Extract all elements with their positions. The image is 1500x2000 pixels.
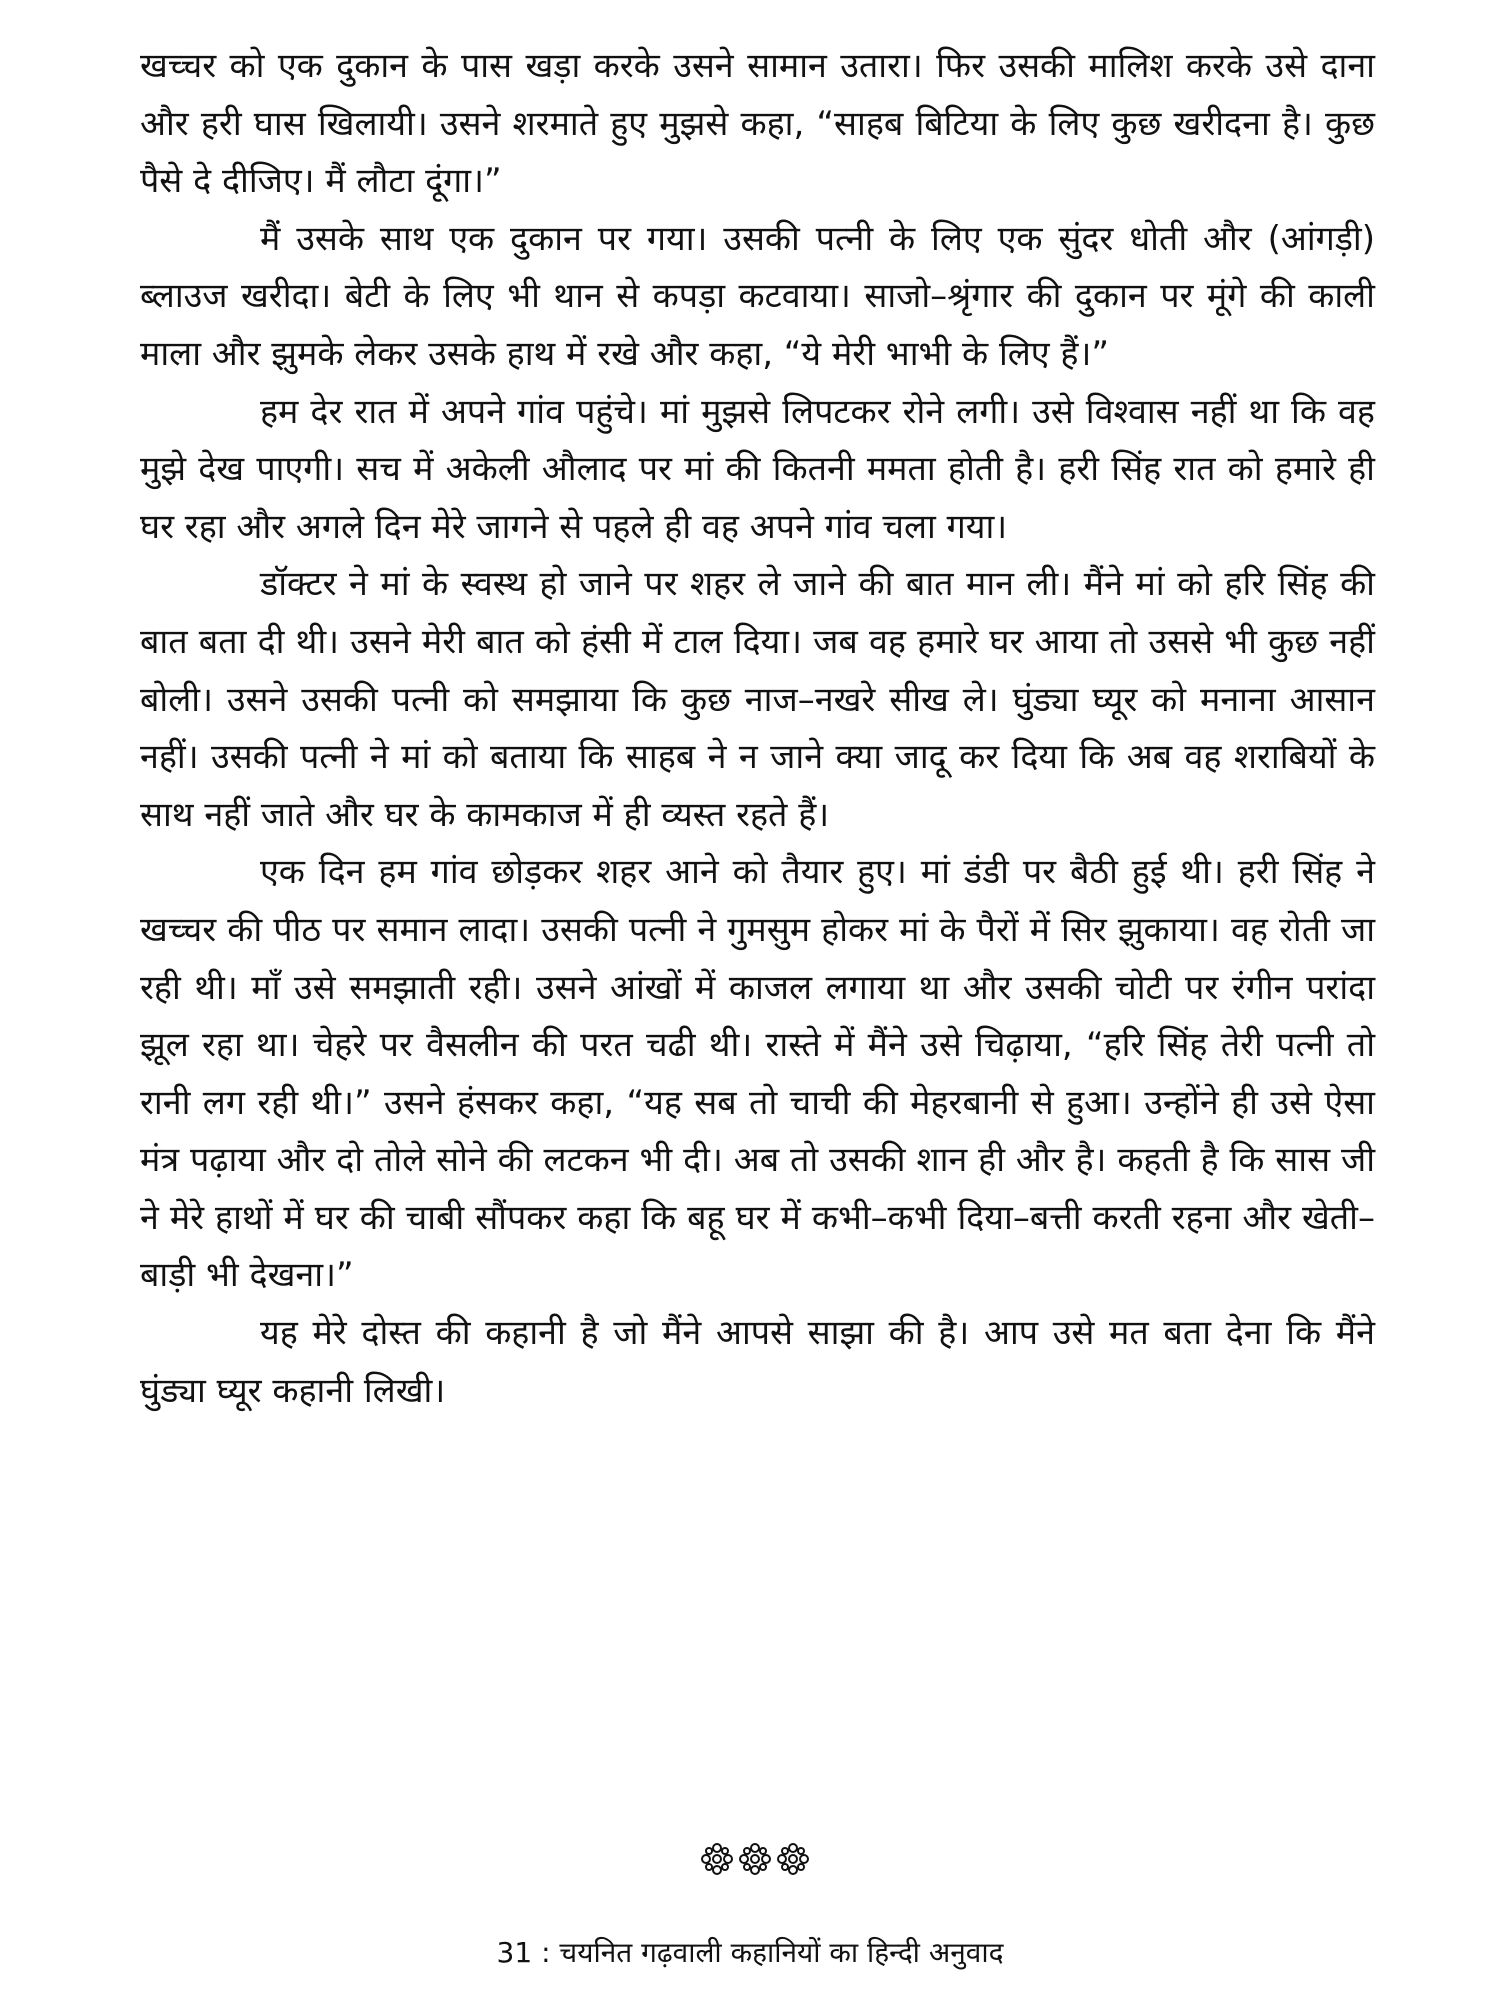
- paragraph-1: खच्चर को एक दुकान के पास खड़ा करके उसने सामान उतारा। फिर उसकी मालिश करके उसे दाना और हरी घास खिलायी। उसने शरमाते हुए मुझसे कहा, “साहब बिटिया के लिए कुछ खरीदना है। कुछ पैसे दे दीजिए। मैं लौटा दूंगा।”: [140, 46, 1375, 202]
- footer-separator: :: [541, 1936, 551, 1969]
- flower-ornament-icon: [738, 1842, 772, 1876]
- flower-ornament-icon: [776, 1842, 810, 1876]
- story-body: [140, 38, 1375, 1420]
- paragraph-6: यह मेरे दोस्त की कहानी है जो मैंने आपसे साझा की है। आप उसे मत बता देना कि मैंने घुंड्या घ्यूर कहानी लिखी।: [140, 1313, 1375, 1411]
- section-end-ornament: [695, 1842, 815, 1876]
- paragraph-4: डॉक्टर ने मां के स्वस्थ हो जाने पर शहर ले जाने की बात मान ली। मैंने मां को हरि सिंह की बात बता दी थी। उसने मेरी बात को हंसी में टाल दिया। जब वह हमारे घर आया तो उससे भी कुछ नहीं बोली। उसने उसकी पत्नी को समझाया कि कुछ नाज–नखरे सीख ले। घुंड्या घ्यूर को मनाना आसान नहीं। उसकी पत्नी ने मां को बताया कि साहब ने न जाने क्या जादू कर दिया कि अब वह शराबियों के साथ नहीं जाते और घर के कामकाज में ही व्यस्त रहते हैं।: [140, 564, 1375, 835]
- book-title: चयनित गढ़वाली कहानियों का हिन्दी अनुवाद: [559, 1936, 1004, 1969]
- page-footer: [0, 1936, 1500, 1970]
- paragraph-5: एक दिन हम गांव छोड़कर शहर आने को तैयार हुए। मां डंडी पर बैठी हुई थी। हरी सिंह ने खच्चर की पीठ पर समान लादा। उसकी पत्नी ने गुमसुम होकर मां के पैरों में सिर झुकाया। वह रोती जा रही थी। माँ उसे समझाती रही। उसने आंखों में काजल लगाया था और उसकी चोटी पर रंगीन परांदा झूल रहा था। चेहरे पर वैसलीन की परत चढी थी। रास्ते में मैंने उसे चिढ़ाया, “हरि सिंह तेरी पत्नी तो रानी लग रही थी।” उसने हंसकर कहा, “यह सब तो चाची की मेहरबानी से हुआ। उन्होंने ही उसे ऐसा मंत्र पढ़ाया और दो तोले सोने की लटकन भी दी। अब तो उसकी शान ही और है। कहती है कि सास जी ने मेरे हाथों में घर की चाबी सौंपकर कहा कि बहू घर में कभी–कभी दिया–बत्ती करती रहना और खेती–बाड़ी भी देखना।”: [140, 852, 1375, 1296]
- flower-ornament-icon: [700, 1842, 734, 1876]
- page-number: 31: [496, 1936, 533, 1969]
- paragraph-2: मैं उसके साथ एक दुकान पर गया। उसकी पत्नी के लिए एक सुंदर धोती और (आंगड़ी) ब्लाउज खरीदा। बेटी के लिए भी थान से कपड़ा कटवाया। साजो–श्रृंगार की दुकान पर मूंगे की काली माला और झुमके लेकर उसके हाथ में रखे और कहा, “ये मेरी भाभी के लिए हैं।”: [140, 218, 1375, 374]
- paragraph-3: हम देर रात में अपने गांव पहुंचे। मां मुझसे लिपटकर रोने लगी। उसे विश्वास नहीं था कि वह मुझे देख पाएगी। सच में अकेली औलाद पर मां की कितनी ममता होती है। हरी सिंह रात को हमारे ही घर रहा और अगले दिन मेरे जागने से पहले ही वह अपने गांव चला गया।: [140, 391, 1375, 547]
